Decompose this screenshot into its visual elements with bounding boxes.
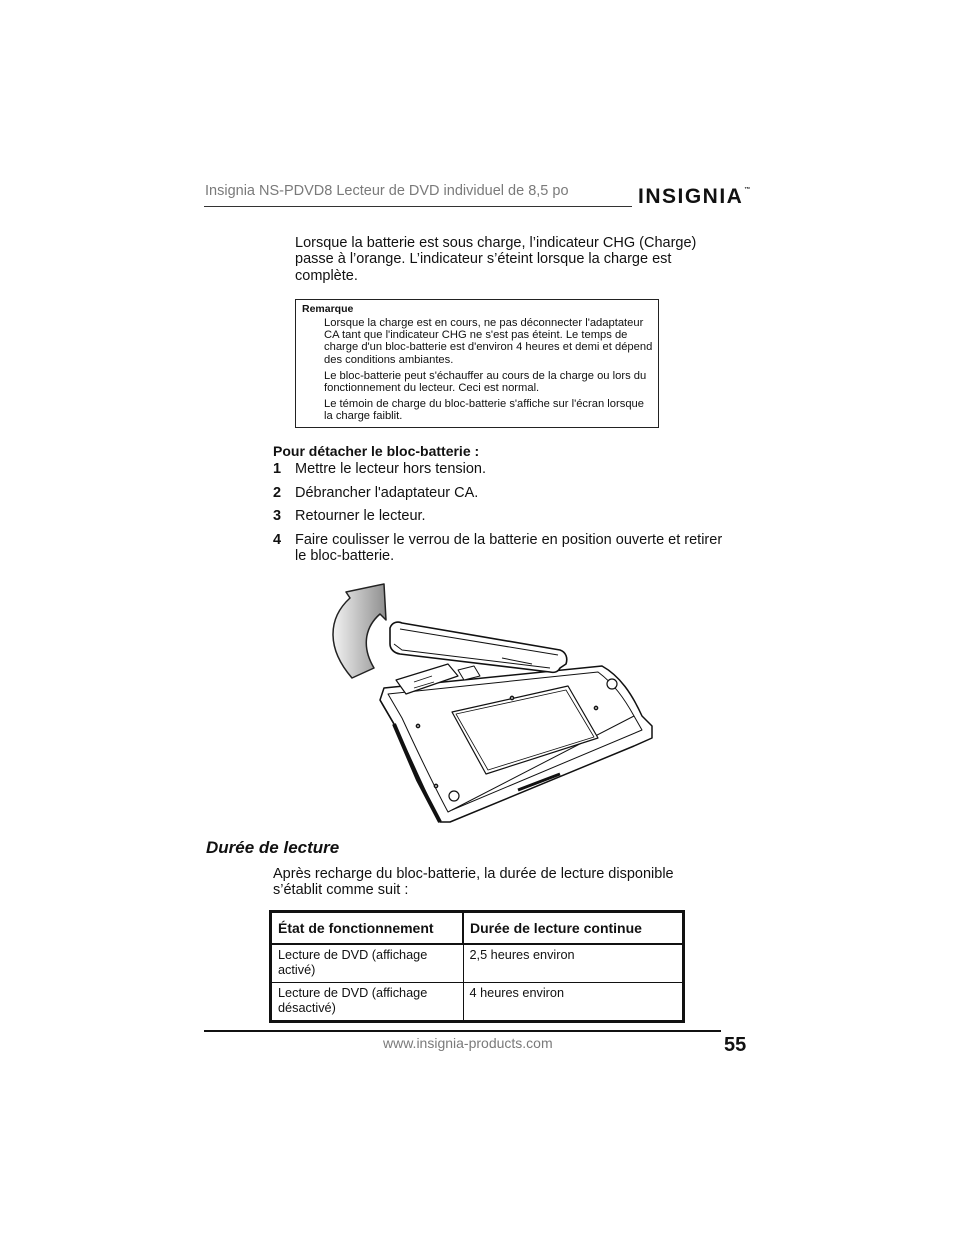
table-cell: Lecture de DVD (affichage désactivé) [271, 983, 464, 1022]
procedure-title: Pour détacher le bloc-batterie : [273, 443, 480, 459]
page-number: 55 [724, 1034, 747, 1056]
insignia-logo [638, 185, 750, 209]
curved-arrow-icon [333, 584, 386, 678]
step-text: Débrancher l'adaptateur CA. [295, 485, 479, 501]
table-row [271, 944, 684, 983]
step-text: Mettre le lecteur hors tension. [295, 461, 487, 477]
trademark-mark: ™ [744, 187, 751, 193]
table-row [271, 983, 684, 1022]
table-header-row [271, 912, 684, 945]
note-box [295, 299, 659, 428]
footer-url: www.insignia-products.com [383, 1035, 553, 1051]
battery-pack [390, 622, 567, 672]
battery-removal-illustration [322, 576, 658, 828]
table-cell: 2,5 heures environ [463, 944, 684, 983]
logo-text: INSIGNIA [638, 185, 744, 208]
note-paragraph: Lorsque la charge est en cours, ne pas déconnecter l'adaptateur CA tant que l'indicateur CHG ne s'est pas éteint. Le temps de charge d'un bloc-batterie est d'environ 4 heures et demi et dépend des conditions ambiantes. [324, 317, 653, 366]
note-title: Remarque [302, 303, 354, 315]
charge-indicator-paragraph: Lorsque la batterie est sous charge, l’indicateur CHG (Charge) passe à l’orange. L’indicateur s’éteint lorsque la charge est complète. [295, 235, 697, 284]
table-header-cell: Durée de lecture continue [463, 912, 684, 945]
step-number: 1 [273, 461, 282, 477]
step-number: 3 [273, 508, 282, 524]
step-text: Retourner le lecteur. [295, 508, 426, 524]
step-text: Faire coulisser le verrou de la batterie en position ouverte et retirer le bloc-batterie. [295, 532, 723, 565]
note-paragraph: Le bloc-batterie peut s'échauffer au cours de la charge ou lors du fonctionnement du lecteur. Ceci est normal. [324, 370, 647, 395]
playback-time-table [269, 910, 685, 1023]
header-title: Insignia NS-PDVD8 Lecteur de DVD individuel de 8,5 po [205, 183, 569, 199]
step-number: 4 [273, 532, 282, 548]
table-cell: Lecture de DVD (affichage activé) [271, 944, 464, 983]
table-header-cell: État de fonctionnement [271, 912, 464, 945]
footer-rule [204, 1030, 721, 1032]
note-paragraph: Le témoin de charge du bloc-batterie s'affiche sur l'écran lorsque la charge faiblit. [324, 398, 644, 423]
table-cell: 4 heures environ [463, 983, 684, 1022]
header-rule [204, 206, 632, 207]
playback-intro-paragraph: Après recharge du bloc-batterie, la durée de lecture disponible s’établit comme suit : [273, 866, 674, 899]
section-title: Durée de lecture [206, 838, 340, 857]
step-number: 2 [273, 485, 282, 501]
dvd-player-body [380, 664, 652, 822]
